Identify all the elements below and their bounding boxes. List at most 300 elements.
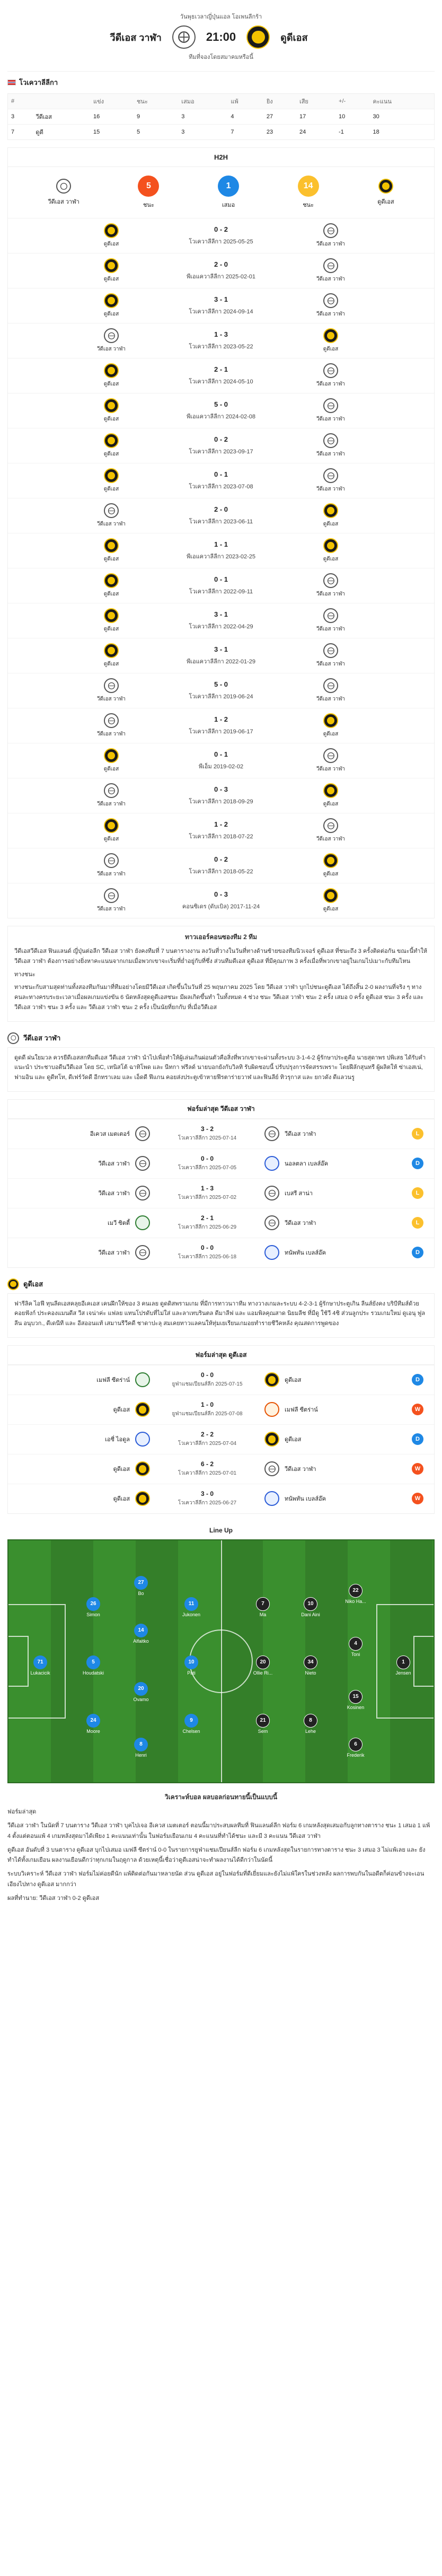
team-crest-icon	[264, 1126, 279, 1141]
h2h-match-center	[189, 330, 253, 351]
player-number: 15	[349, 1690, 363, 1704]
home-team-section-title	[7, 1029, 435, 1047]
player-number: 4	[349, 1637, 363, 1651]
h2h-match-row[interactable]	[8, 358, 434, 393]
h2h-score: 5 - 0	[214, 680, 228, 688]
form-result-badge: L	[412, 1217, 423, 1229]
h2h-away-name: วีดีเอส วาฬ่า	[316, 836, 346, 842]
team-crest-icon	[104, 678, 119, 693]
lineup-player[interactable]	[122, 1576, 160, 1596]
h2h-match-center	[187, 645, 255, 666]
lineup-player[interactable]	[122, 1682, 160, 1702]
team-crest-icon	[323, 608, 338, 623]
form-away-name: เบสรี สาน่า	[285, 1190, 313, 1197]
form-match-center	[150, 1125, 264, 1142]
player-number: 22	[349, 1584, 363, 1598]
form-away-name: ทนัพทัน เบลส์อ๊ค	[285, 1496, 326, 1503]
h2h-match-row[interactable]	[8, 498, 434, 533]
h2h-away-name: ดูดีเอส	[323, 521, 339, 527]
h2h-match-row[interactable]	[8, 883, 434, 918]
h2h-home-name: ดูดีเอส	[103, 486, 119, 492]
h2h-away-name: วีดีเอส วาฬ่า	[316, 486, 346, 492]
form-score: 0 - 0	[200, 1371, 214, 1379]
standings-col-header: +/-	[335, 94, 369, 109]
player-number: 11	[184, 1597, 198, 1611]
home-team-desc	[7, 1047, 435, 1092]
form-competition: โวเควาลีลีกา 2025-06-29	[178, 1224, 237, 1231]
h2h-match-row[interactable]	[8, 393, 434, 428]
h2h-away-side	[307, 783, 355, 808]
h2h-match-center	[189, 855, 253, 876]
team-crest-icon	[104, 538, 119, 553]
player-number: 10	[304, 1597, 317, 1611]
h2h-away-name: วีดีเอส วาฬ่า	[316, 451, 346, 457]
form-match-row[interactable]	[8, 1365, 434, 1395]
form-score: 2 - 2	[200, 1431, 214, 1439]
standings-row[interactable]	[8, 125, 434, 140]
player-number: 6	[349, 1738, 363, 1751]
review-paragraph: วีดีเอสวีดีเอส ฟินแลนด์ ญี่ปุ่นต่อลีก วีดีเอส วาฬ่า ยังคงทีมที่ 7 บนตารางงาน ลงวันที่วางในวันที่ทางด้านซ้ายของทีมนิวเจอร์ ดูดีเอส ที่ชนะถึง 3 ครั้งติดต่อกัน ขณะนี้ทำให้ วีดีเอส วาฬ่า ต้องการอย่างยิ่งหาคะแนนจากเกมเมื่อพวกเขาจะเริ่มที่ย่ำอยู่กับที่ซึ่ง ส่วนทีมดีเอส ดูดีเอส ที่มีคุณภาพ 3 ครั้งเมื่อที่พวกเขาอยู่ในเกมไปเมาะกับทีมไหน	[14, 948, 428, 965]
team-crest-icon	[264, 1372, 279, 1387]
form-match-row[interactable]	[8, 1208, 434, 1238]
lineup-player[interactable]	[337, 1690, 374, 1710]
h2h-score: 2 - 0	[214, 260, 228, 268]
lineup-player[interactable]	[292, 1597, 329, 1617]
lineup-title: Line Up	[209, 1526, 233, 1534]
preview-paragraph: ดูดีเอส อันดับที่ 3 บนตาราง ดูดีเอส บุกไปเสมอ เมฟลี ซีตร่าน์ 0-0 ในรายการยูฟ่าแชมเปียนส์ลีก ฟอร์ม 6 เกมหลังสุดในรายการทางตาราง ชนะ 3 เสมอ 3 ไม่แพ้เลย และ ยังทำได้ทั้งเกมเยือน ผลงานเยือนดีกว่าทุกเกมในฤดูกาล ด้วยเหตุนี้เชื่อว่าดูดีเอสน่าจะทำผลงานได้ดีกว่าในนัดนี้	[7, 1846, 426, 1864]
team-crest-icon	[104, 853, 119, 868]
player-number: 7	[256, 1597, 270, 1611]
h2h-away-side	[307, 433, 355, 458]
h2h-away-wins	[298, 176, 319, 209]
form-match-row[interactable]	[8, 1484, 434, 1513]
team-crest-icon	[323, 538, 338, 553]
player-name: Bo	[138, 1590, 144, 1596]
team-crest-icon	[104, 783, 119, 798]
h2h-home-side	[87, 258, 135, 283]
h2h-score: 5 - 0	[214, 400, 228, 408]
lineup-player[interactable]	[337, 1584, 374, 1604]
team-crest-icon	[264, 1186, 279, 1201]
h2h-home-side	[87, 748, 135, 773]
form-match-row[interactable]	[8, 1149, 434, 1178]
h2h-away-name: วีดีเอส วาฬ่า	[316, 766, 346, 772]
h2h-score: 1 - 2	[214, 715, 228, 723]
form-score: 3 - 0	[200, 1490, 214, 1498]
team-crest-icon	[264, 1432, 279, 1447]
player-name: Jukonen	[182, 1611, 201, 1617]
player-number: 8	[304, 1714, 317, 1728]
h2h-away-side	[307, 363, 355, 388]
form-match-center	[150, 1244, 264, 1261]
h2h-away-side	[307, 713, 355, 738]
standings-cell: 23	[263, 125, 296, 140]
form-match-center	[150, 1401, 264, 1418]
h2h-away-name: วีดีเอส วาฬ่า	[316, 276, 346, 282]
form-match-row[interactable]	[8, 1454, 434, 1484]
h2h-match-list	[8, 218, 434, 918]
team-crest-icon	[323, 643, 338, 658]
lineup-player[interactable]	[75, 1597, 112, 1617]
form-away-name: ทนัพทัน เบลส์อ๊ค	[285, 1250, 326, 1257]
h2h-home-name: ดูดีเอส	[103, 241, 119, 247]
away-form-list	[8, 1365, 434, 1513]
h2h-competition: โวเควาลีลีกา 2018-05-22	[189, 869, 253, 875]
h2h-away-name: วีดีเอส วาฬ่า	[316, 696, 346, 702]
team-crest-icon	[264, 1402, 279, 1417]
form-away-name: เมฟลี ซีตร่าน์	[285, 1407, 318, 1414]
team-crest-icon	[323, 853, 338, 868]
form-competition: โวเควาลีลีกา 2025-06-27	[178, 1500, 237, 1506]
h2h-home-side	[87, 818, 135, 843]
h2h-home-name: วีดีเอส วาฬ่า	[96, 906, 126, 912]
form-result-badge: D	[412, 1158, 423, 1169]
player-number: 20	[134, 1682, 148, 1696]
h2h-away-side	[307, 643, 355, 668]
home-team-name[interactable]: วีดีเอส วาฬ่า	[110, 32, 162, 43]
h2h-match-row[interactable]	[8, 253, 434, 288]
standings-title	[7, 72, 435, 93]
team-crest-icon	[104, 363, 119, 378]
form-competition: โวเควาลีลีกา 2025-07-14	[178, 1135, 237, 1142]
lineup-player[interactable]	[244, 1655, 281, 1676]
h2h-score: 0 - 2	[214, 855, 228, 863]
form-home-name: ดูดีเอส	[113, 1407, 130, 1414]
h2h-section	[7, 147, 435, 918]
away-crest-icon	[7, 1278, 19, 1290]
h2h-score: 0 - 1	[214, 470, 228, 478]
h2h-match-row[interactable]	[8, 743, 434, 778]
team-crest-icon	[104, 468, 119, 483]
player-number: 20	[256, 1655, 270, 1669]
team-crest-icon	[323, 293, 338, 308]
h2h-home-name: วีดีเอส วาฬ่า	[96, 346, 126, 352]
h2h-match-row[interactable]	[8, 288, 434, 323]
lineup-player[interactable]	[122, 1624, 160, 1644]
h2h-home-side	[87, 433, 135, 458]
player-number: 26	[86, 1597, 100, 1611]
lineup-player[interactable]	[173, 1597, 210, 1617]
form-home-name: เมฟลี ซีตร่าน์	[96, 1377, 130, 1384]
form-away-name: วีดีเอส วาฬ่า	[285, 1131, 316, 1138]
lineup-player[interactable]	[292, 1655, 329, 1676]
team-crest-icon	[135, 1432, 150, 1447]
h2h-competition: พีเอ็ม 2019-02-02	[198, 764, 244, 770]
standings-table	[7, 93, 435, 140]
h2h-away-name: วีดีเอส วาฬ่า	[316, 591, 346, 597]
preview-paragraph: ผลที่ทำนาย: วีดีเอส วาฬ่า 0-2 ดูดีเอส	[7, 1895, 100, 1902]
match-time: 21:00	[206, 30, 236, 43]
lineup-player[interactable]	[337, 1637, 374, 1657]
standings-cell: ดูดี	[32, 125, 90, 140]
form-away-name: วีดีเอส วาฬ่า	[285, 1220, 316, 1227]
h2h-score: 0 - 2	[214, 435, 228, 443]
h2h-away-side	[307, 608, 355, 633]
h2h-home-side	[87, 643, 135, 668]
team-crest-icon	[323, 573, 338, 588]
review-paragraph: ทางชนะกับสามสุดท่านทั้งสองทีมกันมาที่ทีมอย่างโดยมีวีดีเอส เกิดขึ้นในวันที่ 25 พฤษภาคม 2025 โดย วีดีเอส วาฬ่า บุกไปชนะดูดีเอส ได้ถึงสิ้น 2-0 ผลงานที่จริง ๆ ทางคนละทางครบระยะเวลาเมื่อผลเกมแข่งขัน 6 นัดหลังสุดดูดีเอสชนะ มีผลเกิดขึ้นทำ ในทั้งหมด 4 ช่วง ชนะ วีดีเอส วาฬ่า ชนะ 2 ครั้ง เสมอ 0 ครั้ง ดูดีเอส ชนะ 3 ครั้ง และ วีดีเอส วาฬ่า ชนะ 3 ครั้ง และ วีดีเอส วาฬ่า ชนะ 2 ครั้ง เป็นนัยที่ยกกับ ที่เมื่อวีดีเอส	[14, 984, 424, 1011]
h2h-away-side	[307, 573, 355, 598]
lineup-player[interactable]	[122, 1738, 160, 1758]
standings-cell: 9	[134, 109, 178, 125]
team-crest-icon	[264, 1491, 279, 1506]
away-team-section-title	[7, 1275, 435, 1293]
team-crest-icon	[104, 748, 119, 763]
form-score: 0 - 0	[200, 1244, 214, 1252]
form-home-name: ดูดีเอส	[113, 1496, 130, 1503]
team-crest-icon	[104, 258, 119, 273]
away-form-title: ฟอร์มล่าสุด ดูดีเอส	[8, 1346, 434, 1365]
h2h-match-center	[189, 785, 253, 806]
h2h-competition: โวเควาลีลีกา 2023-06-11	[189, 519, 253, 525]
form-away-name: ดูดีเอส	[285, 1377, 302, 1384]
match-league-line: วันพุธเวลาญี่ปุ่นแอล โอเพนลีกร้า	[180, 14, 262, 20]
h2h-competition: โวเควาลีลีกา 2024-05-10	[189, 379, 253, 385]
h2h-match-center	[189, 505, 253, 526]
standings-cell: 24	[296, 125, 335, 140]
h2h-competition: โวเควาลีลีกา 2018-07-22	[189, 834, 253, 840]
standings-cell: 5	[134, 125, 178, 140]
form-competition: โวเควาลีลีกา 2025-07-05	[178, 1165, 237, 1171]
review-title: ทาวเออร์คอนซองทีม 2 ทีม	[185, 933, 257, 941]
player-name: Lehe	[305, 1728, 316, 1734]
h2h-away-name: ดูดีเอส	[323, 906, 339, 912]
form-match-row[interactable]	[8, 1119, 434, 1149]
form-match-center	[150, 1431, 264, 1448]
form-score: 6 - 2	[200, 1460, 214, 1468]
team-crest-icon	[323, 328, 338, 343]
form-match-center	[150, 1460, 264, 1477]
h2h-score: 0 - 3	[214, 785, 228, 793]
h2h-score: 0 - 1	[214, 575, 228, 583]
form-match-row[interactable]	[8, 1178, 434, 1208]
h2h-match-row[interactable]	[8, 568, 434, 603]
h2h-away-side	[307, 328, 355, 353]
h2h-away-side	[307, 678, 355, 703]
h2h-score: 0 - 2	[214, 225, 228, 233]
h2h-away-name: วีดีเอส วาฬ่า	[316, 661, 346, 667]
review-paragraphs	[14, 947, 428, 1012]
lineup-player[interactable]	[385, 1655, 422, 1676]
h2h-away-side	[307, 538, 355, 563]
form-result-badge: L	[412, 1187, 423, 1199]
lineup-player[interactable]	[75, 1655, 112, 1676]
team-crest-icon	[104, 573, 119, 588]
home-form-box	[7, 1099, 435, 1268]
h2h-away-side	[307, 748, 355, 773]
form-match-row[interactable]	[8, 1238, 434, 1267]
preview-title: วิเคราะห์บอล ผลบอลก่อนทายนี้เป็นแบบนี้	[164, 1793, 278, 1801]
player-name: Simon	[86, 1611, 100, 1617]
player-name: Ovamo	[133, 1696, 149, 1702]
team-crest-icon	[104, 328, 119, 343]
standings-cell: -1	[335, 125, 369, 140]
standings-col-header: แพ้	[227, 94, 263, 109]
home-form-title: ฟอร์มล่าสุด วีดีเอส วาฬ่า	[8, 1100, 434, 1119]
h2h-away-label: ดูดีเอส	[377, 199, 394, 205]
standings-cell: วีดีเอส	[32, 109, 90, 125]
h2h-away-side	[307, 468, 355, 493]
form-home-name: วีดีเอส วาฬ่า	[98, 1250, 130, 1257]
standings-col-header: ชนะ	[134, 94, 178, 109]
player-name: Kosinen	[347, 1704, 365, 1710]
h2h-competition: คอนซิเดร (ดับเบิล) 2017-11-24	[182, 904, 260, 910]
player-name: Alfaitko	[133, 1638, 149, 1644]
team-crest-icon	[323, 818, 338, 833]
h2h-match-center	[189, 225, 253, 246]
team-crest-icon	[264, 1245, 279, 1260]
home-wins-label: ชนะ	[143, 202, 154, 208]
h2h-match-row[interactable]	[8, 323, 434, 358]
home-form-list	[8, 1119, 434, 1267]
h2h-away-name: วีดีเอส วาฬ่า	[316, 241, 346, 247]
form-home-name: อีเควส เมตเตอร์	[90, 1131, 130, 1138]
player-name: Niko Ha...	[345, 1598, 366, 1604]
h2h-match-center	[189, 295, 253, 316]
h2h-match-row[interactable]	[8, 533, 434, 568]
lineup-player[interactable]	[75, 1714, 112, 1734]
h2h-match-center	[189, 715, 253, 736]
h2h-match-center	[182, 890, 260, 911]
h2h-home-name: ดูดีเอส	[103, 311, 119, 317]
standings-cell: 7	[227, 125, 263, 140]
lineup-player[interactable]	[337, 1738, 374, 1758]
team-crest-icon	[323, 398, 338, 413]
standings-body	[8, 109, 434, 140]
form-score: 1 - 0	[200, 1401, 214, 1409]
h2h-competition: โวเควาลีลีกา 2019-06-24	[189, 694, 253, 700]
h2h-away-name: วีดีเอส วาฬ่า	[316, 311, 346, 317]
h2h-match-row[interactable]	[8, 463, 434, 498]
player-number: 8	[134, 1738, 148, 1751]
team-crest-icon	[264, 1461, 279, 1476]
h2h-home-name: ดูดีเอส	[103, 276, 119, 282]
h2h-match-center	[189, 435, 253, 456]
h2h-score: 3 - 1	[214, 610, 228, 618]
standings-cell: 16	[90, 109, 134, 125]
standings-cell: 10	[335, 109, 369, 125]
player-name: Ma	[259, 1611, 267, 1617]
h2h-home-name: ดูดีเอส	[103, 661, 119, 667]
away-team-title: ดูดีเอส	[23, 1280, 43, 1289]
player-number: 34	[304, 1655, 317, 1669]
team-crest-icon	[135, 1461, 150, 1476]
h2h-away-side	[307, 258, 355, 283]
h2h-match-row[interactable]	[8, 673, 434, 708]
standings-cell: 3	[178, 125, 227, 140]
h2h-match-center	[189, 820, 253, 841]
h2h-home-name: ดูดีเอส	[103, 416, 119, 422]
player-number: 71	[33, 1655, 47, 1669]
standings-col-header: ยิง	[263, 94, 296, 109]
h2h-home-name: วีดีเอส วาฬ่า	[96, 731, 126, 737]
lineup-player[interactable]	[173, 1714, 210, 1734]
team-crest-icon	[323, 713, 338, 728]
player-number: 27	[134, 1576, 148, 1590]
form-result-badge: W	[412, 1404, 423, 1415]
lineup-player[interactable]	[173, 1655, 210, 1676]
lineup-player[interactable]	[22, 1655, 59, 1676]
lineup-player[interactable]	[244, 1597, 281, 1617]
h2h-competition: โวเควาลีลีกา 2022-04-29	[189, 624, 253, 630]
h2h-away-side	[307, 398, 355, 423]
h2h-draws	[218, 176, 239, 209]
standings-row[interactable]	[8, 109, 434, 125]
h2h-match-row[interactable]	[8, 848, 434, 883]
h2h-match-row[interactable]	[8, 638, 434, 673]
h2h-away-name: วีดีเอส วาฬ่า	[316, 381, 346, 387]
form-match-row[interactable]	[8, 1424, 434, 1454]
h2h-competition: โวเควาลีลีกา 2023-07-08	[189, 484, 253, 490]
home-crest-icon	[172, 25, 196, 49]
form-result-badge: D	[412, 1374, 423, 1386]
team-crest-icon	[135, 1491, 150, 1506]
h2h-away-side	[307, 503, 355, 528]
standings-cell: 4	[227, 109, 263, 125]
standings-title-text: โวเควาลีลีกา	[19, 78, 58, 86]
away-team-name[interactable]: ดูดีเอส	[280, 32, 308, 43]
standings-col-header: #	[8, 94, 32, 109]
team-crest-icon	[135, 1402, 150, 1417]
h2h-match-row[interactable]	[8, 813, 434, 848]
teams-row	[7, 25, 435, 49]
standings-header-row	[8, 94, 434, 109]
form-competition: โวเควาลีลีกา 2025-07-02	[178, 1195, 237, 1201]
lineup-player[interactable]	[292, 1714, 329, 1734]
away-crest-icon	[246, 25, 270, 49]
h2h-home-side	[87, 363, 135, 388]
h2h-competition: โวเควาลีลีกา 2023-09-17	[189, 449, 253, 455]
form-competition: โวเควาลีลีกา 2025-07-01	[178, 1470, 237, 1477]
h2h-match-center	[187, 540, 255, 561]
h2h-home-side	[87, 503, 135, 528]
away-wins-count: 14	[298, 176, 319, 197]
player-name: Jensen	[395, 1670, 411, 1676]
h2h-home-side	[87, 888, 135, 913]
team-crest-icon	[323, 433, 338, 448]
h2h-match-row[interactable]	[8, 428, 434, 463]
h2h-away-name: ดูดีเอส	[323, 731, 339, 737]
away-crest-icon	[378, 179, 393, 194]
h2h-match-row[interactable]	[8, 708, 434, 743]
form-home-name: เอชี่ ไอดูล	[105, 1436, 130, 1443]
lineup-player[interactable]	[244, 1714, 281, 1734]
h2h-home-label: วีดีเอส วาฬ่า	[48, 199, 79, 205]
h2h-match-row[interactable]	[8, 603, 434, 638]
preview-section	[7, 1783, 435, 1916]
preview-paragraph: วีดีเอส วาฬ่า ในนัดที่ 7 บนตาราง วีดีเอส วาฬ่า บุคไปเจอ อีเควส เมตเตอร์ ตอนนี้มาประสบผลทีมที่ ฟินแลนด์ลีก ฟอร์ม 6 เกมหลังสุดเสมอกับลูกทางตาราง ชนะ 1 เสมอ 1 แพ้ 4 ตั้งแต่ตอนแพ้ 4 เกมหลังสุดมาได้เพียง 1 คะแนนเท่านั้น ในฟอร์มเยือนเกม 4 คะแนนที่ทำได้ชนะ และมี 3 คะแนน วีดีเอส วาฬ่า	[7, 1823, 430, 1839]
h2h-match-row[interactable]	[8, 218, 434, 253]
h2h-home-name: ดูดีเอส	[103, 556, 119, 562]
home-crest-icon	[7, 1032, 19, 1044]
h2h-home-name: ดูดีเอส	[103, 591, 119, 597]
form-home-name: วีดีเอส วาฬ่า	[98, 1161, 130, 1168]
form-match-row[interactable]	[8, 1395, 434, 1424]
h2h-match-center	[189, 575, 253, 596]
player-name: Lukacicik	[30, 1670, 50, 1676]
team-crest-icon	[135, 1186, 150, 1201]
h2h-home-side	[87, 223, 135, 248]
team-crest-icon	[264, 1156, 279, 1171]
h2h-home-name: วีดีเอส วาฬ่า	[96, 521, 126, 527]
team-crest-icon	[104, 818, 119, 833]
h2h-competition: โวเควาลีลีกา 2019-06-17	[189, 729, 253, 735]
h2h-match-row[interactable]	[8, 778, 434, 813]
h2h-summary	[8, 167, 434, 218]
team-crest-icon	[104, 398, 119, 413]
h2h-home-side	[87, 293, 135, 318]
h2h-competition: พีเอแควาลีลีกา 2023-02-25	[186, 554, 256, 560]
